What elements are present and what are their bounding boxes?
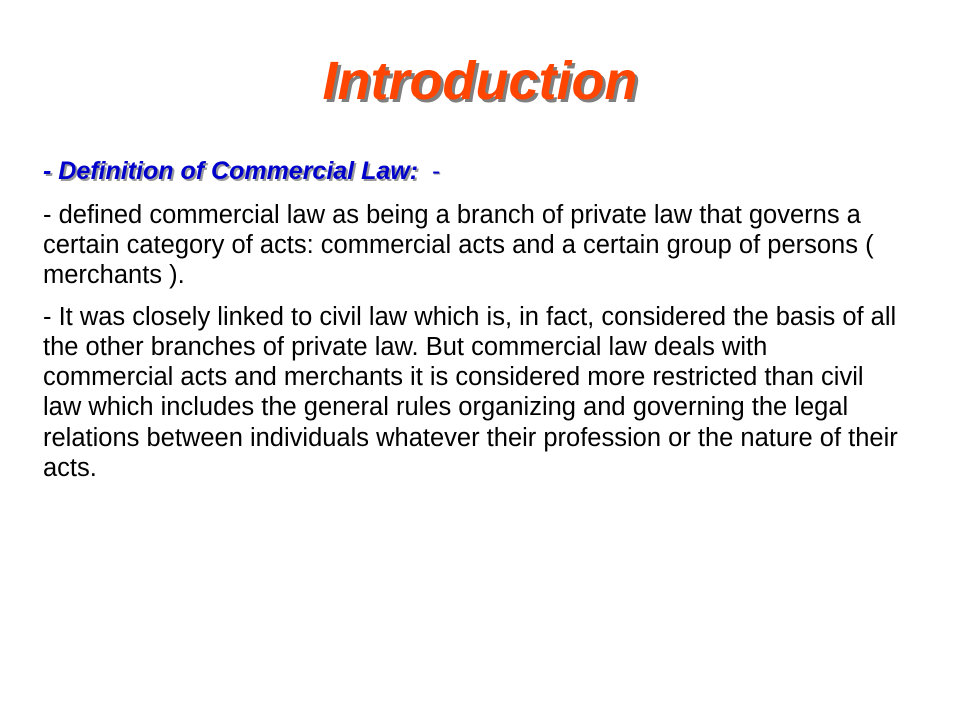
paragraph-definition: - defined commercial law as being a branch of private law that governs a certain category of acts: commercial acts and a certain group of persons ( merchants ). (43, 201, 874, 290)
slide-title: Introduction (322, 51, 638, 111)
subheading-text: - Definition of Commercial Law: (43, 157, 419, 185)
slide-body (43, 156, 903, 495)
subheading (43, 156, 903, 186)
subheading-suffix: - (432, 157, 441, 185)
paragraph-civil-law: - It was closely linked to civil law which is, in fact, considered the basis of all the other branches of private law. But commercial law deals with commercial acts and merchants it is considered more restricted than civil law which includes the general rules organizing and governing the legal relations between individuals whatever their profession or the nature of their acts. (43, 303, 898, 482)
